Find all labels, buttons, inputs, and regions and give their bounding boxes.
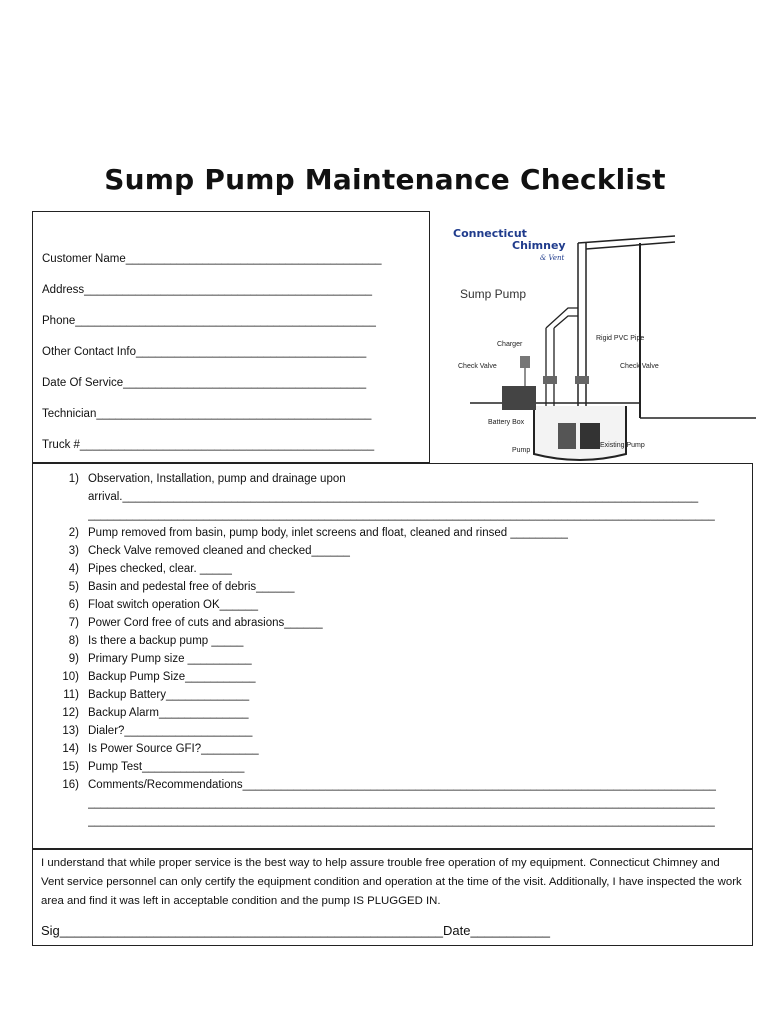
agreement-box [32,849,753,946]
item-number: 3) [68,545,79,557]
other-contact-field[interactable]: Other Contact Info____________________________________ [42,346,367,358]
checklist-item[interactable] [68,653,252,665]
comments-line[interactable]: Comments/Recommendations__________________________________________________________________________ [88,779,716,791]
checklist-item[interactable] [63,689,250,701]
label-battery-box: Battery Box [488,419,525,426]
item-text: Power Cord free of cuts and abrasions______ [88,617,323,629]
page-title: Sump Pump Maintenance Checklist [104,163,666,196]
backup-pump-icon [558,423,576,449]
item-number: 14) [62,743,79,755]
item-text: Pump removed from basin, pump body, inlet screens and float, cleaned and rinsed _________ [88,527,568,539]
item-number: 6) [68,599,79,611]
logo-text-2: Chimney [512,239,566,252]
diagram-heading: Sump Pump [460,287,527,301]
item-number: 7) [68,617,79,629]
date-of-service-field[interactable]: Date Of Service______________________________________ [42,377,367,389]
checklist-item[interactable] [62,761,245,773]
technician-field[interactable]: Technician___________________________________________ [42,408,372,420]
charger-icon [520,356,530,368]
address-field[interactable]: Address_____________________________________________ [42,284,372,296]
item-number: 5) [68,581,79,593]
label-charger: Charger [497,341,523,348]
agreement-text: I understand that while proper service is the best way to help assure trouble free operation of my equipment. Connecticut Chimney and Vent service personnel can only certify the equipment condition and operation at the time of the visit. Additionally, I have inspected the work area and find it was left in acceptable condition and the pump IS PLUGGED IN. [41,857,742,907]
item-text: Primary Pump size __________ [88,653,252,665]
checklist-item[interactable] [68,545,350,557]
item-number: 2) [68,527,79,539]
sump-pump-diagram [450,218,756,463]
comments-line-3[interactable]: __________________________________________________________________________________________________ [88,815,715,827]
phone-field[interactable]: Phone_______________________________________________ [42,315,376,327]
company-logo [453,227,566,262]
checklist-item[interactable] [62,743,259,755]
label-pump: Pump [512,447,531,454]
item-number: 9) [68,653,79,665]
checklist-item[interactable] [68,617,323,629]
logo-text-3: & Vent [540,254,565,262]
item-number: 4) [68,563,79,575]
checklist-item[interactable] [62,671,256,683]
item-number: 12) [62,707,79,719]
item-number: 10) [62,671,79,683]
item-number: 11) [63,689,79,701]
item-number: 8) [68,635,79,647]
battery-box-icon [502,386,536,410]
checklist-item[interactable] [68,563,232,575]
comments-line-2[interactable]: __________________________________________________________________________________________________ [88,797,715,809]
logo-text-1: Connecticut [453,227,527,240]
signature-date-line[interactable]: Sig_____________________________________________________Date___________ [41,923,550,938]
label-existing-pump: Existing Pump [600,442,645,449]
item-text: Observation, Installation, pump and drainage upon [88,473,346,485]
checklist-box [32,463,753,849]
item-number: 1) [68,473,79,485]
checklist-item[interactable] [68,527,568,539]
checklist-item[interactable] [68,635,244,647]
item-text: Backup Pump Size___________ [88,671,256,683]
item-text: Check Valve removed cleaned and checked______ [88,545,350,557]
check-valve-left-icon [543,376,557,384]
checklist-item [68,473,346,485]
item-text: Basin and pedestal free of debris______ [88,581,295,593]
backup-pipe [546,308,578,418]
item-number: 13) [62,725,79,737]
discharge-pipe-horizontal [578,236,675,249]
item-number: 15) [62,761,79,773]
item-text: Pump Test________________ [88,761,245,773]
checklist-item[interactable] [62,707,249,719]
item-number: 16) [62,779,79,791]
checklist-item[interactable] [68,599,259,611]
existing-pump-icon [580,423,600,449]
item-text: Is there a backup pump _____ [88,635,244,647]
customer-name-field[interactable]: Customer Name________________________________________ [42,253,382,265]
checklist-item[interactable] [62,725,253,737]
item-text: Dialer?____________________ [88,725,253,737]
item-text: Pipes checked, clear. _____ [88,563,232,575]
checklist-item[interactable] [68,581,295,593]
item-text: Backup Battery_____________ [88,689,250,701]
item-text: Float switch operation OK______ [88,599,259,611]
label-check-valve-right: Check Valve [620,363,659,370]
item-text: Backup Alarm______________ [88,707,249,719]
item1-answer-line-2[interactable]: __________________________________________________________________________________________________ [88,509,715,521]
label-rigid-pvc: Rigid PVC Pipe [596,335,645,342]
check-valve-right-icon [575,376,589,384]
customer-info-box [32,211,430,463]
item1-answer-line[interactable]: arrival.__________________________________________________________________________________________ [88,491,699,503]
truck-number-field[interactable]: Truck #______________________________________________ [42,439,375,451]
item-text: Is Power Source GFI?_________ [88,743,259,755]
label-check-valve-left: Check Valve [458,363,497,370]
